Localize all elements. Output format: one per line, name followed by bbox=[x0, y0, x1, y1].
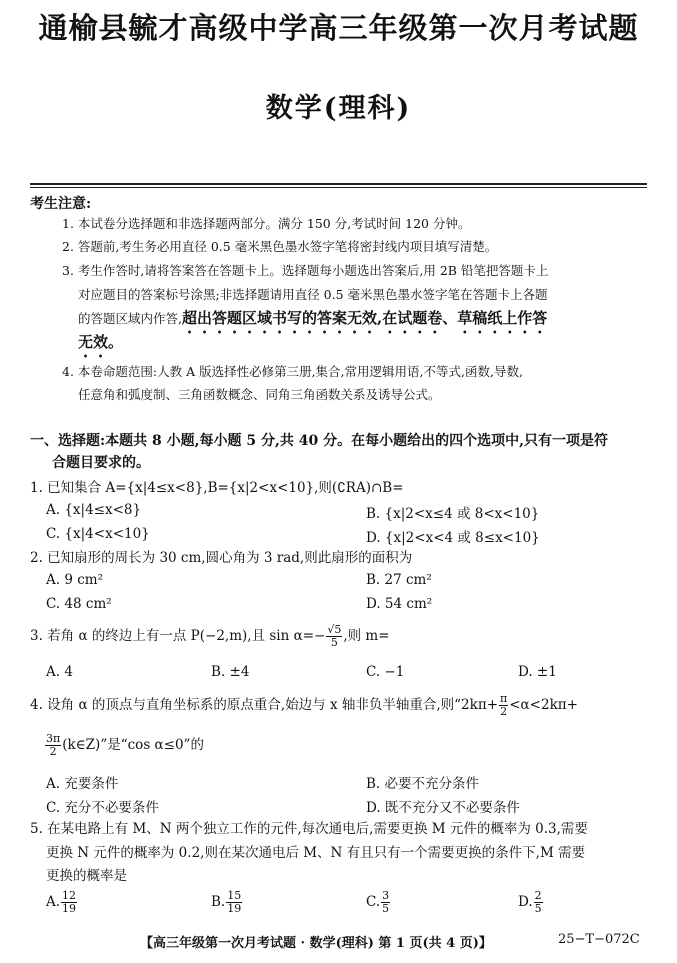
question-5-stem-line3: 更换的概率是 bbox=[46, 868, 127, 884]
notice-item-2: 2. 答题前,考生务必用直径 0.5 毫米黑色墨水签字笔将密封线内项目填写清楚。 bbox=[62, 239, 498, 254]
option-fraction bbox=[381, 890, 390, 915]
question-5-option-a bbox=[46, 890, 78, 915]
fraction-denominator: 2 bbox=[49, 745, 57, 758]
question-3-option-a: A. 4 bbox=[46, 664, 73, 680]
question-1-stem: 1. 已知集合 A={x|4≤x<8},B={x|2<x<10},则(∁RA)∩B= bbox=[30, 480, 404, 496]
fraction-denominator: 5 bbox=[534, 902, 542, 915]
question-5-option-d bbox=[518, 890, 544, 915]
option-label: C. bbox=[366, 894, 381, 910]
exam-title: 通榆县毓才高级中学高三年级第一次月考试题 bbox=[38, 11, 639, 45]
fraction-numerator: 3π bbox=[46, 732, 61, 745]
fraction-numerator: 3 bbox=[382, 889, 390, 902]
option-fraction bbox=[534, 890, 543, 915]
option-fraction bbox=[226, 890, 242, 915]
notice-item-3-line1: 3. 考生作答时,请将答案答在答题卡上。选择题每小题选出答案后,用 2B 铅笔把答题卡上 bbox=[62, 263, 549, 278]
question-2-option-a: A. 9 cm² bbox=[46, 572, 103, 588]
option-label: A. bbox=[46, 894, 61, 910]
question-4-option-d: D. 既不充分又不必要条件 bbox=[366, 800, 520, 816]
question-4-stem-line2 bbox=[44, 733, 204, 758]
question-4-text-mid: <α<2kπ+ bbox=[509, 697, 578, 713]
fraction-denominator: 2 bbox=[500, 705, 508, 718]
page-footer: 【高三年级第一次月考试题 · 数学(理科) 第 1 页(共 4 页)】 bbox=[140, 936, 492, 951]
notice-item-3-emphasis-end: 无效。 bbox=[78, 333, 124, 351]
option-label: B. bbox=[211, 894, 226, 910]
question-1-option-c: C. {x|4<x<10} bbox=[46, 526, 150, 542]
question-5-stem-line2: 更换 N 元件的概率为 0.2,则在某次通电后 M、N 有且只有一个需要更换的条件下,M 需要 bbox=[46, 845, 586, 861]
notice-item-4-line2: 任意角和弧度制、三角函数概念、同角三角函数关系及诱导公式。 bbox=[78, 387, 441, 402]
fraction-denominator: 19 bbox=[62, 902, 77, 915]
question-2-stem: 2. 已知扇形的周长为 30 cm,圆心角为 3 rad,则此扇形的面积为 bbox=[30, 550, 413, 566]
question-4-stem-line1 bbox=[30, 693, 578, 718]
section-heading-cont: 合题目要求的。 bbox=[52, 455, 150, 471]
fraction-numerator: √5 bbox=[327, 623, 342, 636]
question-5-option-c bbox=[366, 890, 391, 915]
question-4-option-a: A. 充要条件 bbox=[46, 776, 119, 792]
fraction-denominator: 5 bbox=[382, 902, 390, 915]
fraction-numerator: 15 bbox=[227, 889, 242, 902]
question-3-option-b: B. ±4 bbox=[211, 664, 250, 680]
question-5-option-b bbox=[211, 890, 243, 915]
question-4-option-b: B. 必要不充分条件 bbox=[366, 776, 480, 792]
notice-item-3-line3 bbox=[78, 307, 547, 337]
fraction-numerator: 2 bbox=[534, 889, 542, 902]
divider-thick bbox=[30, 183, 647, 185]
question-3-stem bbox=[30, 624, 390, 649]
question-4-fraction-1 bbox=[499, 693, 508, 718]
question-1-option-d: D. {x|2<x<4 或 8≤x<10} bbox=[366, 530, 540, 546]
question-4-fraction-2 bbox=[45, 733, 61, 758]
section-heading: 一、选择题:本题共 8 小题,每小题 5 分,共 40 分。在每小题给出的四个选项中,只有一项是符 bbox=[30, 433, 608, 449]
fraction-denominator: 5 bbox=[330, 636, 338, 649]
question-4-text: 4. 设角 α 的顶点与直角坐标系的原点重合,始边与 x 轴非负半轴重合,则“2kπ+ bbox=[30, 697, 499, 713]
question-2-option-b: B. 27 cm² bbox=[366, 572, 432, 588]
fraction-denominator: 19 bbox=[227, 902, 242, 915]
question-3-option-d: D. ±1 bbox=[518, 664, 557, 680]
question-2-option-d: D. 54 cm² bbox=[366, 596, 433, 612]
question-3-option-c: C. −1 bbox=[366, 664, 405, 680]
notice-item-3-text: 的答题区域内作答, bbox=[78, 311, 182, 326]
question-5-stem-line1: 5. 在某电路上有 M、N 两个独立工作的元件,每次通电后,需要更换 M 元件的概率为 0.3,需要 bbox=[30, 821, 588, 837]
question-1-option-b: B. {x|2<x≤4 或 8<x<10} bbox=[366, 506, 540, 522]
option-label: D. bbox=[518, 894, 533, 910]
option-fraction bbox=[61, 890, 77, 915]
divider-thin bbox=[30, 187, 647, 188]
question-2-option-c: C. 48 cm² bbox=[46, 596, 112, 612]
notice-heading: 考生注意: bbox=[30, 196, 92, 212]
paper-code: 25−T−072C bbox=[558, 932, 640, 947]
question-3-fraction bbox=[326, 624, 342, 649]
notice-item-1: 1. 本试卷分选择题和非选择题两部分。满分 150 分,考试时间 120 分钟。 bbox=[62, 216, 471, 231]
notice-item-3-line2: 对应题目的答案标号涂黑;非选择题请用直径 0.5 毫米黑色墨水签字笔在答题卡上各题 bbox=[78, 287, 548, 302]
question-3-text: 3. 若角 α 的终边上有一点 P(−2,m),且 sin α=− bbox=[30, 628, 326, 644]
fraction-numerator: 12 bbox=[62, 889, 77, 902]
notice-item-4-line1: 4. 本卷命题范围:人教 A 版选择性必修第三册,集合,常用逻辑用语,不等式,函数,导数, bbox=[62, 364, 523, 379]
notice-item-3-emphasis: 超出答题区域书写的答案无效,在试题卷、草稿纸上作答 bbox=[181, 309, 548, 327]
subject-title: 数学(理科) bbox=[265, 93, 412, 124]
question-4-option-c: C. 充分不必要条件 bbox=[46, 800, 159, 816]
question-4-text-end: (k∈Z)”是“cos α≤0”的 bbox=[62, 737, 204, 753]
question-1-option-a: A. {x|4≤x<8} bbox=[46, 502, 142, 518]
fraction-numerator: π bbox=[500, 692, 508, 705]
question-3-text-end: ,则 m= bbox=[343, 628, 390, 644]
